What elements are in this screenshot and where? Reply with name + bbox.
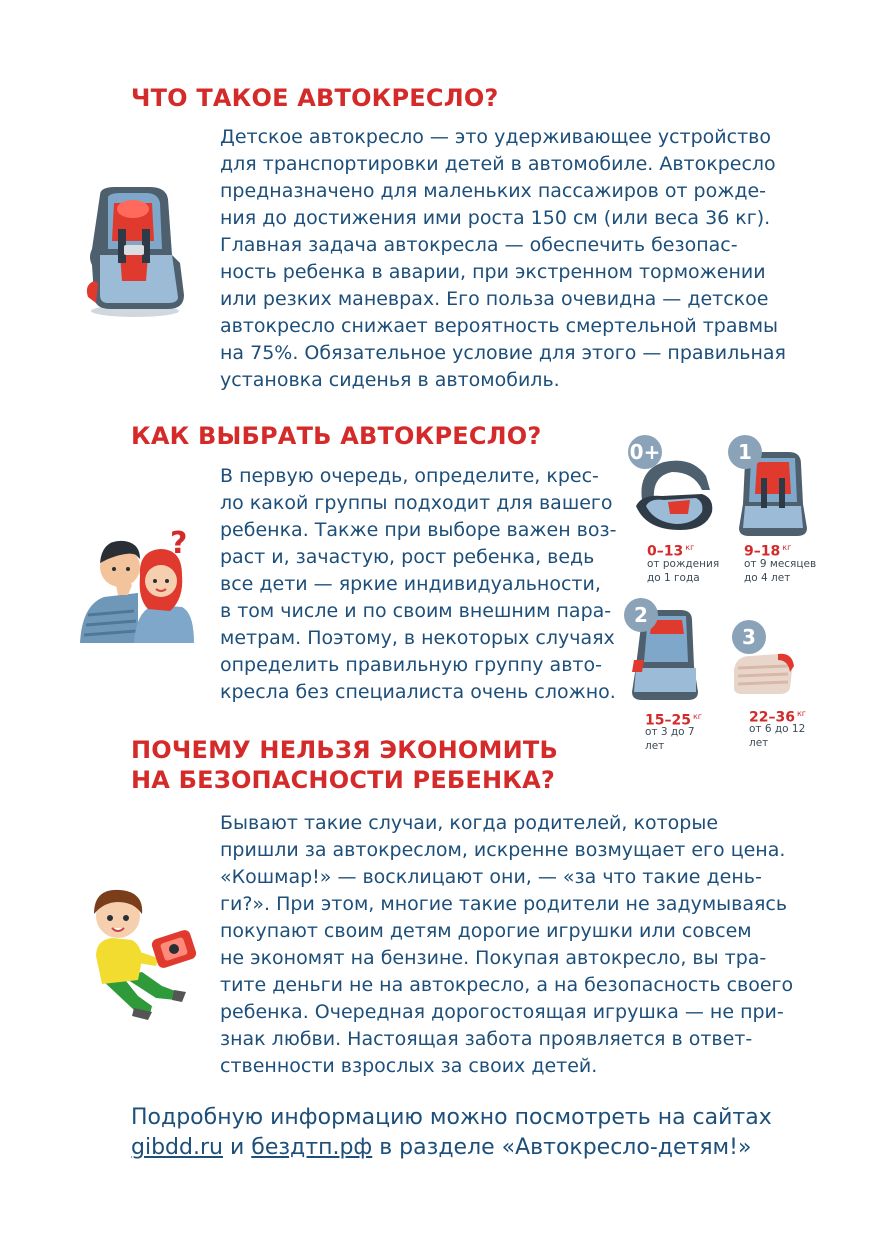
text-line: установка сиденья в автомобиль. <box>220 369 560 391</box>
booster-cushion-group3-icon <box>730 648 795 698</box>
text-line: знак любви. Настоящая забота проявляется в ответ- <box>220 1028 753 1050</box>
text-line: для транспортировки детей в автомобиле. Автокресло <box>220 153 776 175</box>
text-line: Главная задача автокресла — обеспечить безопас- <box>220 234 738 256</box>
text-line: покупают своим детям дорогие игрушки или совсем <box>220 920 752 942</box>
text-line: автокресло снижает вероятность смертельной травмы <box>220 315 779 337</box>
group-weight: 15–25 $^{кг}$ <box>645 712 703 729</box>
text-line: ребенка. Также при выборе важен воз- <box>220 519 617 541</box>
group-weight: 9–18 $^{кг}$ <box>744 543 792 560</box>
text-line: ло какой группы подходит для вашего <box>220 492 613 514</box>
footer-and: и <box>222 1135 252 1160</box>
group-age: от 9 месяцев до 4 лет <box>744 558 817 584</box>
group-badge: 1 <box>728 435 762 469</box>
text-line: определить правильную группу авто- <box>220 654 602 676</box>
text-line: В первую очередь, определите, крес- <box>220 465 599 487</box>
text-line: ность ребенка в аварии, при экстренном торможении <box>220 261 766 283</box>
group-badge: 2 <box>624 598 658 632</box>
text-line: тите деньги не на автокресло, а на безопасность своего <box>220 974 794 996</box>
text-line: предназначено для маленьких пассажиров от рожде- <box>220 180 767 202</box>
group-weight: 0–13 $^{кг}$ <box>647 543 695 560</box>
text-line: ственности взрослых за своих детей. <box>220 1055 598 1077</box>
group-badge: 3 <box>732 620 766 654</box>
text-line: в том числе и по своим внешним пара- <box>220 600 612 622</box>
text-line: раст и, зачастую, рост ребенка, ведь <box>220 546 595 568</box>
text-line: или резких маневрах. Его польза очевидна — детское <box>220 288 769 310</box>
svg-text:?: ? <box>170 526 188 561</box>
group-age: от рождения до 1 года <box>647 558 720 584</box>
text-line: ния до достижения ими роста 150 см (или веса 36 кг). <box>220 207 771 229</box>
footer-tail: в разделе «Автокресло-детям!» <box>372 1135 752 1160</box>
section-heading-why-not-save: ПОЧЕМУ НЕЛЬЗЯ ЭКОНОМИТЬ НА БЕЗОПАСНОСТИ РЕБЕНКА? <box>131 736 558 794</box>
footer-info <box>131 1103 772 1163</box>
parents-thinking-illustration <box>78 525 198 645</box>
section1-paragraph <box>220 124 786 394</box>
text-line: Бывают такие случаи, когда родителей, которые <box>220 812 719 834</box>
section-heading-how-to-choose: КАК ВЫБРАТЬ АВТОКРЕСЛО? <box>131 422 542 450</box>
boy-with-toy-illustration <box>82 880 212 1020</box>
section3-paragraph <box>220 810 793 1080</box>
group-age: от 3 до 7 лет <box>645 726 695 752</box>
gibdd-link[interactable]: gibdd.ru <box>131 1135 223 1160</box>
text-line: Детское автокресло — это удерживающее устройство <box>220 126 771 148</box>
car-seat-illustration <box>80 185 190 320</box>
group-weight: 22–36 $^{кг}$ <box>749 709 807 726</box>
group-badge: 0+ <box>628 435 662 469</box>
section2-paragraph <box>220 463 616 706</box>
text-line: все дети — яркие индивидуальности, <box>220 573 601 595</box>
text-line: пришли за автокреслом, искренне возмущает его цена. <box>220 839 786 861</box>
text-line: кресла без специалиста очень сложно. <box>220 681 616 703</box>
text-line: «Кошмар!» — восклицают они, — «за что такие день- <box>220 866 762 888</box>
text-line: не экономят на бензине. Покупая автокресло, вы тра- <box>220 947 767 969</box>
footer-line-links <box>131 1133 772 1163</box>
text-line: ги?». При этом, многие такие родители не задумываясь <box>220 893 788 915</box>
text-line: на 75%. Обязательное условие для этого — правильная <box>220 342 786 364</box>
text-line: ребенка. Очередная дорогостоящая игрушка — не при- <box>220 1001 784 1023</box>
group-age: от 6 до 12 лет <box>749 723 806 749</box>
text-line: метрам. Поэтому, в некоторых случаях <box>220 627 615 649</box>
footer-line: Подробную информацию можно посмотреть на сайтах <box>131 1105 772 1130</box>
section-heading-what-is: ЧТО ТАКОЕ АВТОКРЕСЛО? <box>131 84 499 112</box>
bezdtp-link[interactable]: бездтп.рф <box>251 1135 373 1160</box>
